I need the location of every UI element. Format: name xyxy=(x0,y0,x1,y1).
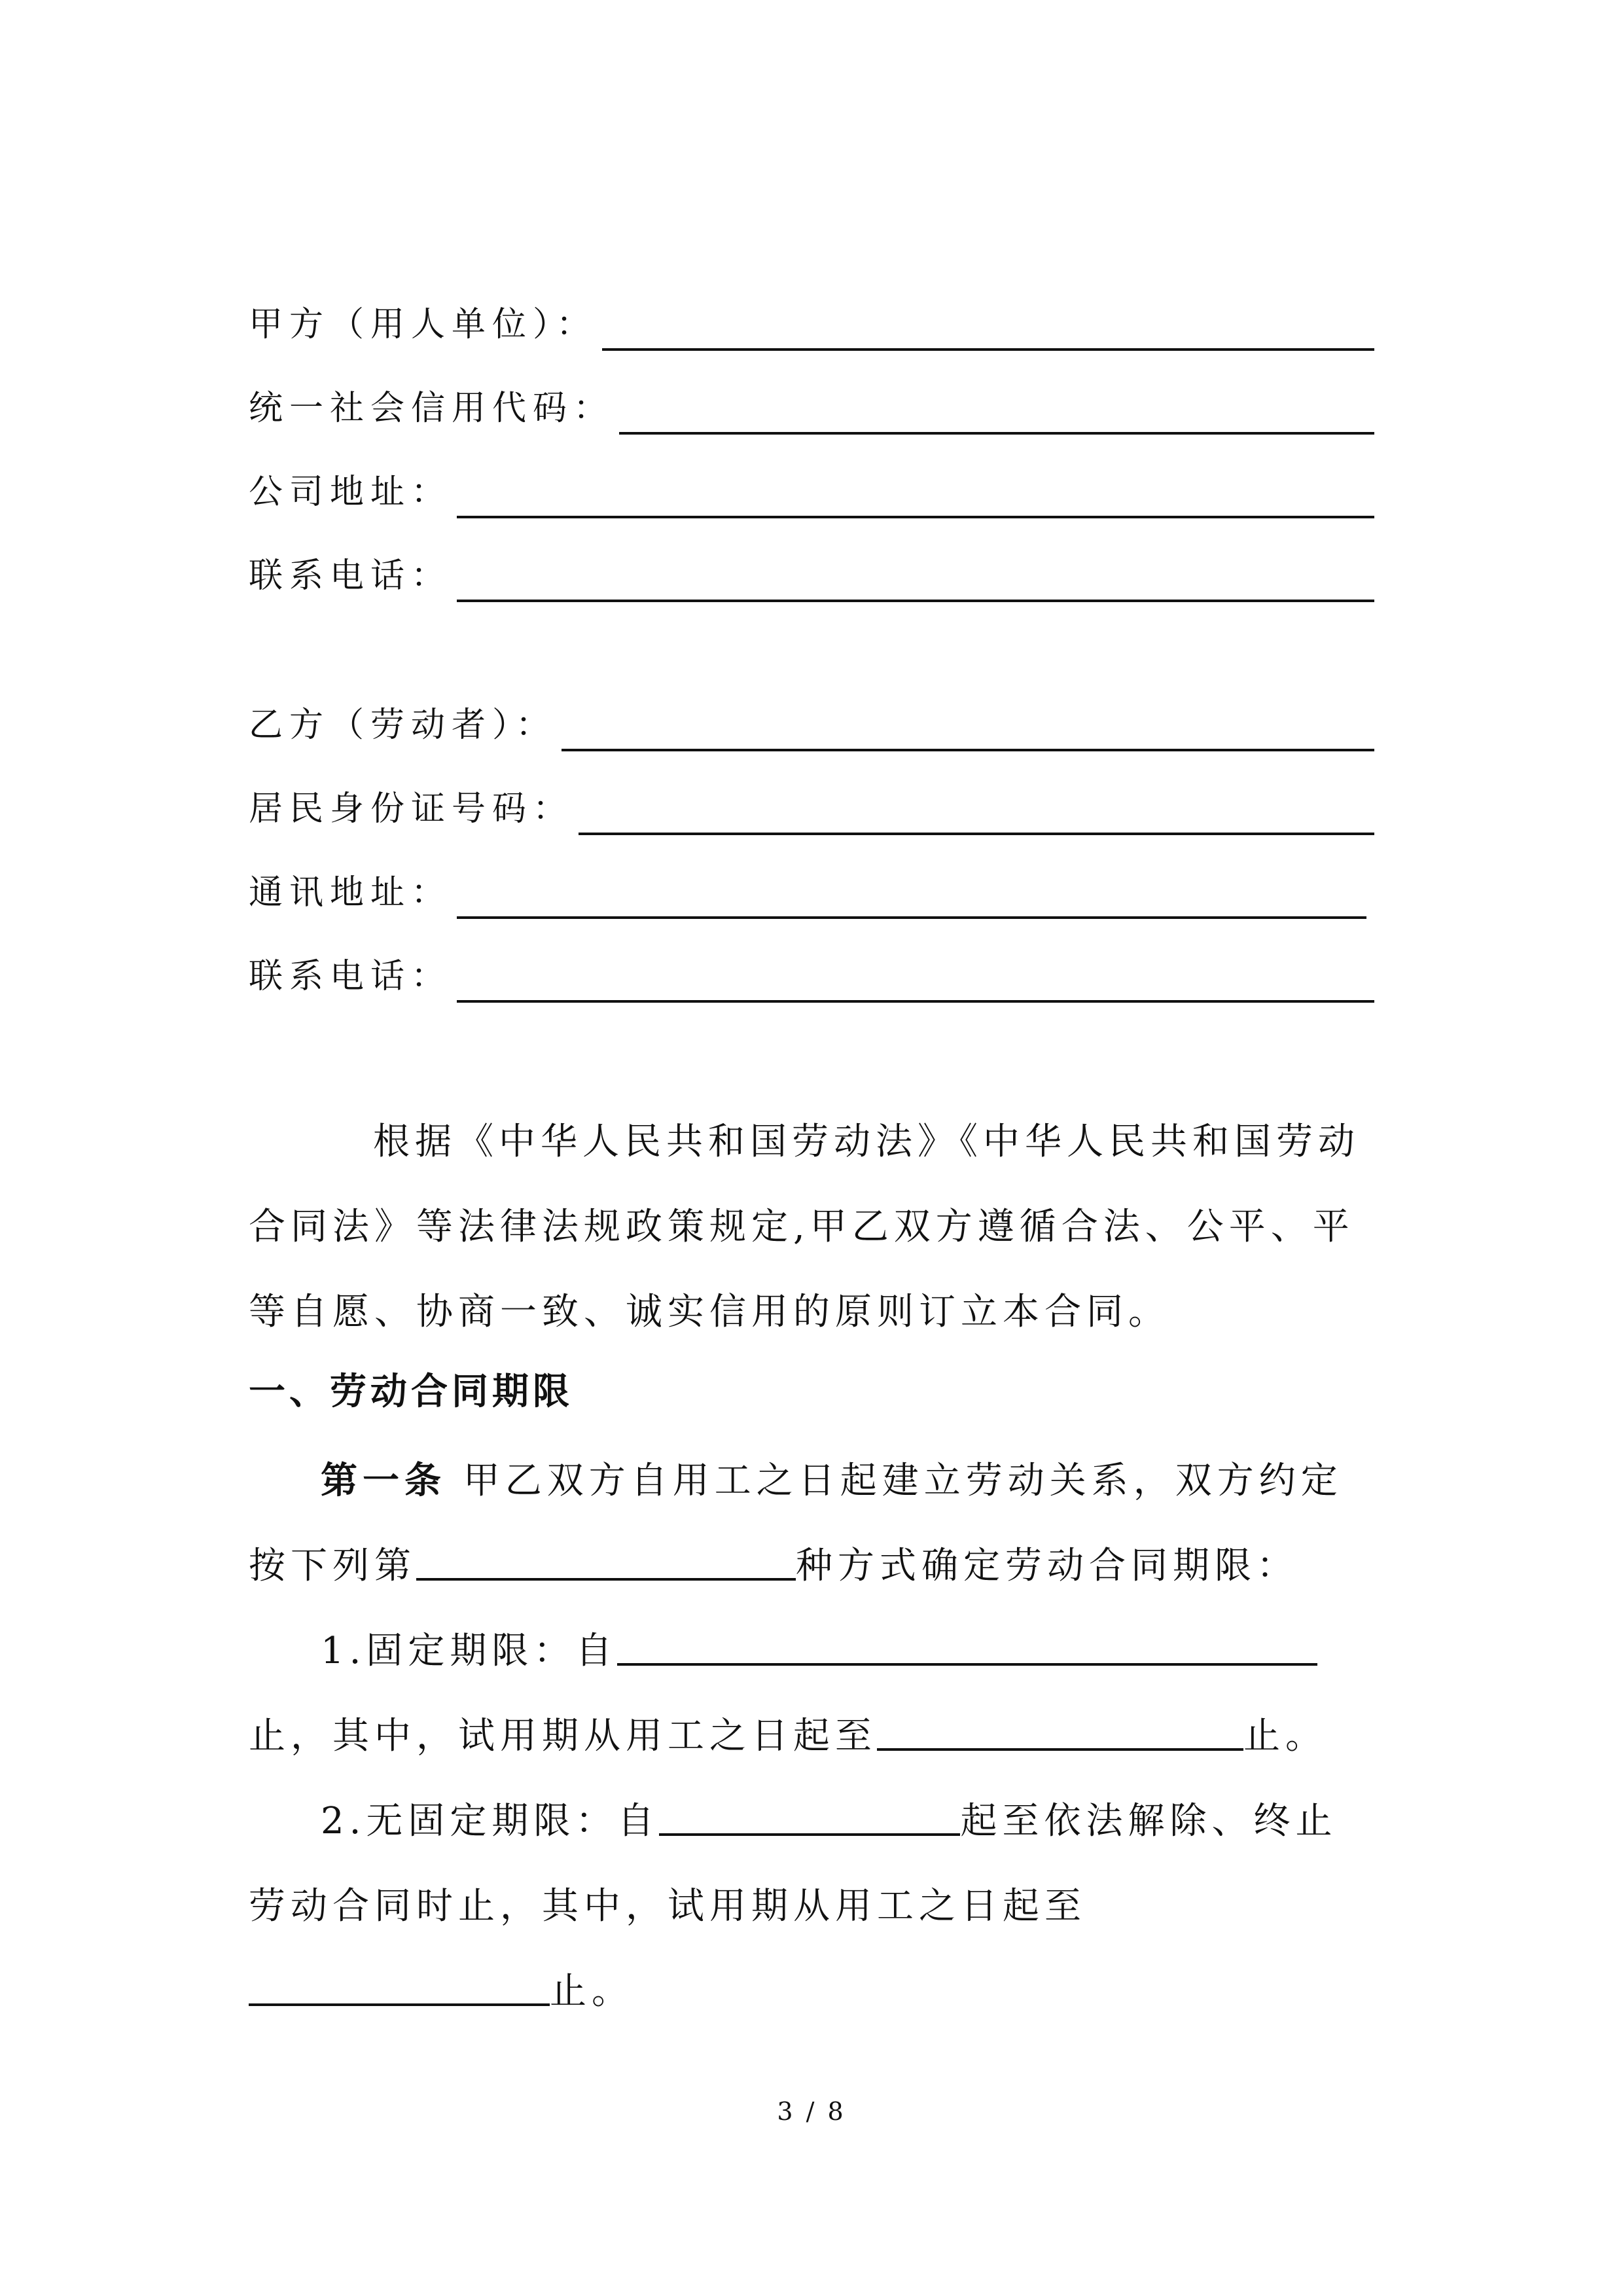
item-2-probation-field[interactable] xyxy=(249,1969,550,2006)
party-a-name-row xyxy=(249,298,1374,351)
article-1-text-a: 甲乙双方自用工之日起建立劳动关系，双方约定按下列第 xyxy=(249,1460,1343,1587)
party-a-phone-row xyxy=(249,550,1374,602)
party-b-id-row xyxy=(249,783,1374,835)
party-a-address-row xyxy=(249,466,1374,518)
item-2-text-b: 起至依法解除、终止劳动合同时止，其中，试用期从用工之日起至 xyxy=(249,1800,1338,1928)
party-b-name-field[interactable] xyxy=(562,712,1374,751)
party-a-name-label: 甲方（用人单位）： xyxy=(249,305,597,344)
item-1-probation-field[interactable] xyxy=(877,1714,1243,1751)
item-2-start-field[interactable] xyxy=(659,1799,960,1836)
item-2-text-c: 止。 xyxy=(550,1970,633,2013)
party-b-phone-field[interactable] xyxy=(457,963,1374,1003)
party-b-id-field[interactable] xyxy=(579,796,1374,835)
party-a-phone-field[interactable] xyxy=(457,563,1374,602)
article-1-text-b: 种方式确定劳动合同期限： xyxy=(796,1545,1298,1587)
party-b-address-label: 通讯地址： xyxy=(249,873,452,912)
article-1-paragraph xyxy=(249,1439,1374,1609)
party-b-phone-label: 联系电话： xyxy=(249,957,452,996)
party-a-address-field[interactable] xyxy=(457,479,1374,518)
article-block xyxy=(249,1439,1374,2034)
party-a-credit-code-row xyxy=(249,382,1374,435)
party-b-name-row xyxy=(249,699,1374,751)
section-heading: 一、劳动合同期限 xyxy=(249,1371,573,1413)
party-a-credit-code-field[interactable] xyxy=(619,395,1374,435)
party-b-name-label: 乙方（劳动者）： xyxy=(249,706,557,745)
party-b-phone-row xyxy=(249,950,1374,1003)
party-b-address-field[interactable] xyxy=(457,880,1366,919)
intro-paragraph: 根据《中华人民共和国劳动法》《中华人民共和国劳动合同法》等法律法规政策规定,甲乙双方遵循合法、公平、平等自愿、协商一致、诚实信用的原则订立本合同。 xyxy=(249,1121,1360,1333)
article-1-method-field[interactable] xyxy=(416,1544,796,1581)
article-1-title: 第一条 xyxy=(321,1460,446,1502)
item-2-paragraph xyxy=(249,1779,1374,2034)
page-number: 3 / 8 xyxy=(777,2097,846,2126)
item-1-term-field[interactable] xyxy=(617,1629,1317,1666)
party-a-phone-label: 联系电话： xyxy=(249,556,452,596)
party-a-address-label: 公司地址： xyxy=(249,473,452,512)
item-2-text-a: 2.无固定期限：自 xyxy=(321,1800,660,1842)
item-1-text-c: 止。 xyxy=(1243,1715,1327,1757)
item-1-paragraph xyxy=(249,1609,1374,1779)
party-a-credit-code-label: 统一社会信用代码： xyxy=(249,389,615,428)
item-1-text-b: 止，其中，试用期从用工之日起至 xyxy=(249,1715,877,1757)
party-a-name-field[interactable] xyxy=(602,312,1374,351)
party-b-id-label: 居民身份证号码： xyxy=(249,789,574,829)
item-1-text-a: 1.固定期限：自 xyxy=(321,1630,618,1672)
intro-block xyxy=(249,1100,1374,1355)
party-b-address-row xyxy=(249,867,1366,919)
